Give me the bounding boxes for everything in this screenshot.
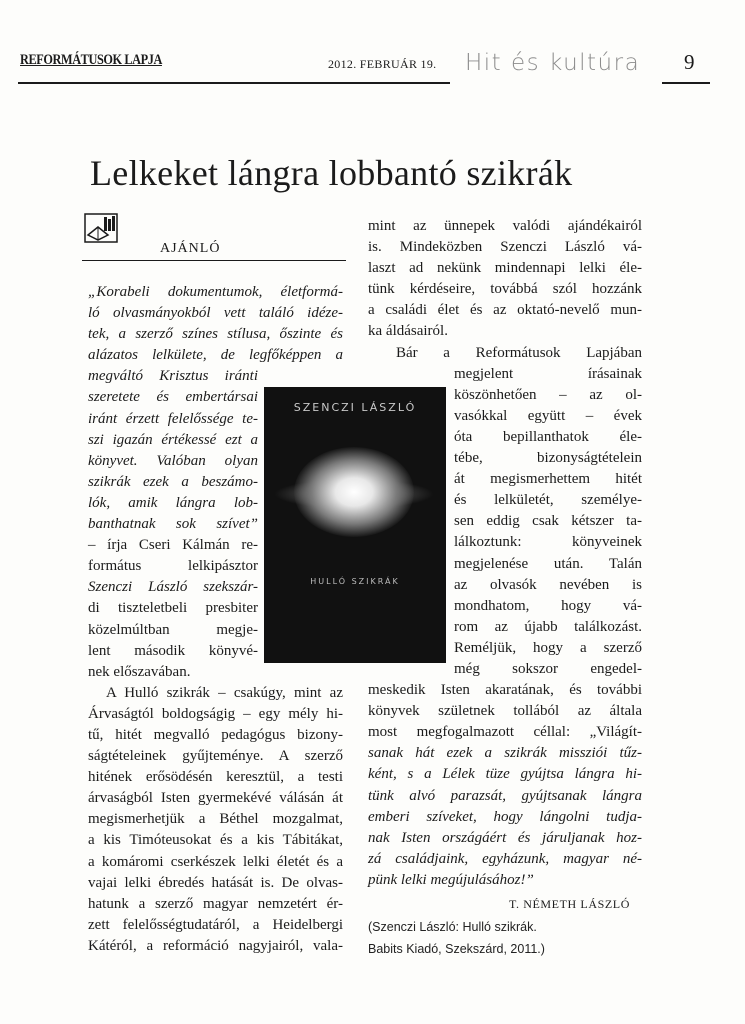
text-line: árvaságból Isten gyermekévé válásán át xyxy=(88,790,343,807)
text-line: ló olvasmányokból vett találó idéze- xyxy=(88,305,343,322)
body-paragraph xyxy=(88,683,343,957)
text-line: A Hulló szikrák – csakúgy, mint az xyxy=(106,684,343,701)
body-paragraph xyxy=(368,343,642,891)
text-line: köszönhetően – az ol- xyxy=(454,386,642,403)
text-line: di tiszteletbeli presbiter xyxy=(88,600,258,617)
text-line: ságtételeinek gyűjteménye. A szerző xyxy=(88,748,343,765)
masthead-divider xyxy=(18,82,450,84)
text-line: vasókkal együtt – évek xyxy=(454,407,642,424)
text-line: meskedik Isten akaratának, és további xyxy=(368,682,642,699)
text-line: vajai lelki ébredés hatását is. De olvas- xyxy=(88,874,343,891)
text-line: sen eddig csak kétszer ta- xyxy=(454,513,642,530)
book-cover-subtitle: HULLÓ SZIKRÁK xyxy=(310,577,400,586)
book-cover-title: SZENCZI LÁSZLÓ xyxy=(293,401,417,414)
book-icon xyxy=(84,213,118,243)
text-line: Árvaságtól boldogságig – egy mély hi- xyxy=(88,705,343,722)
text-line: lálkoztunk: könyveinek xyxy=(454,534,642,551)
text-line: a komáromi cserkészek lelki életét és a xyxy=(88,853,343,870)
text-line: zá családjaink, egyházunk, magyar né- xyxy=(368,850,642,867)
lead-quote xyxy=(88,282,343,535)
text-line: zett felelősségtudatáról, a Heidelbergi xyxy=(88,916,343,933)
text-line: is. Mindeközben Szenczi László vá- xyxy=(368,239,642,256)
text-line: könyvek születnek tollából az általa xyxy=(368,703,642,720)
text-line: mondhatom, hogy vá- xyxy=(454,597,642,614)
text-line: tű, hitét megvalló pedagógus bizony- xyxy=(88,726,343,743)
text-line: emberi szíveket, hogy lángolni tudja- xyxy=(368,808,642,825)
text-line: szikrák ezek a beszámo- xyxy=(88,473,258,490)
text-line: a kis Timóteusokat és a kis Tábitákat, xyxy=(88,832,343,849)
text-line: alázatos lelkülete, de legfőképpen a xyxy=(88,347,343,364)
text-line: lók, amik lángra lob- xyxy=(88,494,258,511)
text-line: könyvet. Valóban olyan xyxy=(88,452,258,469)
text-line: és lelkületét, személye- xyxy=(454,492,642,509)
text-line: (Szenczi László: Hulló szikrák. xyxy=(368,920,537,934)
author-signature: T. NÉMETH LÁSZLÓ xyxy=(508,897,630,911)
kicker-divider xyxy=(82,260,346,261)
text-line: tébe, bizonyságtételein xyxy=(454,450,642,467)
publication-logo: REFORMÁTUSOK LAPJA xyxy=(20,52,162,68)
text-line: nek előszavában. xyxy=(88,663,191,680)
text-line: formátus lelkipásztor xyxy=(88,558,258,575)
text-line: tek, a szerző színes stílusa, őszinte és xyxy=(88,326,343,343)
page-number-underline xyxy=(662,82,710,84)
text-line: szeretete és embertársai xyxy=(88,389,258,406)
text-line: tünk alvó parazsát, gyújtsanak lángra xyxy=(368,787,642,804)
quote-attribution xyxy=(88,535,343,683)
article-left-column xyxy=(88,282,343,957)
text-line: banthatnak sok szívet” xyxy=(88,516,258,533)
page-number: 9 xyxy=(684,50,695,74)
text-line: hatunk a szerző magyar nemzetért ér- xyxy=(88,895,343,912)
text-line: iránt érzett felelőssége te- xyxy=(88,410,258,427)
text-line: pünk lelki megújulásához!” xyxy=(368,871,534,888)
text-line: megismerhetjük a Béthel mozgalmat, xyxy=(88,811,343,828)
text-line: Babits Kiadó, Szekszárd, 2011.) xyxy=(368,942,545,956)
text-line: szi igazán értékessé ezt a xyxy=(88,431,258,448)
text-line: laszt ad nekünk mindennapi lelki éle- xyxy=(368,260,642,277)
text-line: ként, s a Lélek tüze gyújtsa lángra hi- xyxy=(368,766,642,783)
text-line: óta bepillanthatok éle- xyxy=(454,428,642,445)
text-line: megjelent írásainak xyxy=(454,365,642,382)
section-title: Hit és kultúra xyxy=(465,50,641,76)
text-line: rom az újabb találkozást. xyxy=(454,618,642,635)
article-right-column xyxy=(368,216,642,960)
body-paragraph xyxy=(368,216,642,343)
text-line: Bár a Reformátusok Lapjában xyxy=(396,344,642,361)
text-line: még sokszor engedel- xyxy=(454,660,642,677)
text-line: át megismerhettem hitét xyxy=(454,471,642,488)
text-line: megjelenése után. Talán xyxy=(454,555,642,572)
text-line: megváltó Krisztus iránti xyxy=(88,368,258,385)
text-line: most megfogalmazott céllal: „Világít- xyxy=(368,724,642,741)
text-line: – írja Cseri Kálmán re- xyxy=(88,537,258,554)
text-line: mint az ünnepek valódi ajándékairól xyxy=(368,218,642,234)
text-line: az olvasók nevében is xyxy=(454,576,642,593)
article-headline: Lelkeket lángra lobbantó szikrák xyxy=(90,153,573,193)
text-line: „Korabeli dokumentumok, életformá- xyxy=(88,284,343,300)
text-line: a családi élet és az oktató-nevelő mun- xyxy=(368,302,642,319)
text-line: Kátéról, a reformáció nagyjairól, vala- xyxy=(88,937,343,954)
issue-date: 2012. FEBRUÁR 19. xyxy=(328,57,437,71)
text-line: hitének erősödésén keresztül, a testi xyxy=(88,769,343,786)
text-line: sanak hát ezek a szikrák missziói tűz- xyxy=(368,745,642,762)
article-kicker: AJÁNLÓ xyxy=(160,241,221,256)
text-line: ka áldásairól. xyxy=(368,323,448,340)
text-line: nak Isten országáért és járuljanak hoz- xyxy=(368,829,642,846)
text-line: tünk kérdéseire, továbbá szól hozzánk xyxy=(368,281,642,298)
text-line: közelmúltban megje- xyxy=(88,621,258,638)
text-line: Szenczi László szekszár- xyxy=(88,579,258,596)
book-source-note xyxy=(368,916,642,960)
text-line: lent második könyvé- xyxy=(88,642,258,659)
text-line: Reméljük, hogy a szerző xyxy=(454,639,642,656)
